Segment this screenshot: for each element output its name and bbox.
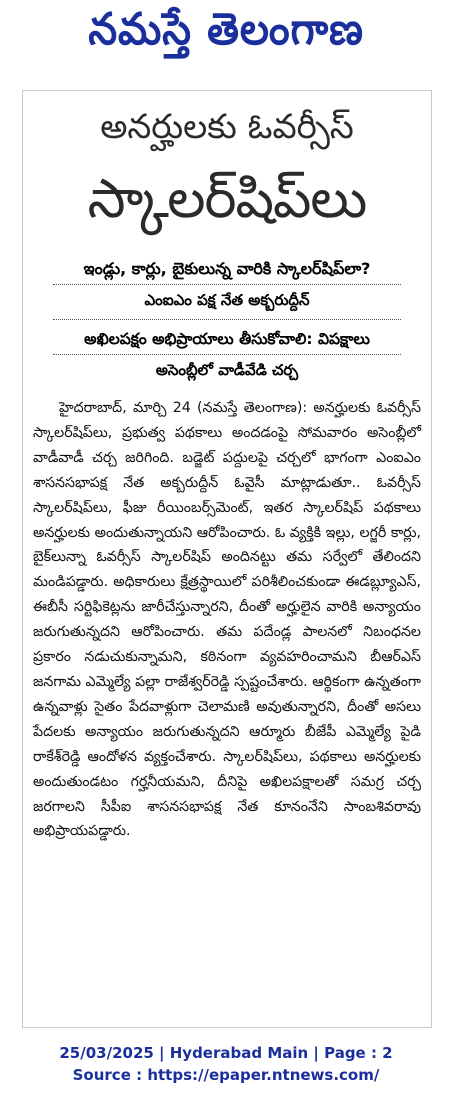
article-body: హైదరాబాద్, మార్చి 24 (నమస్తే తెలంగాణ): అనర్హులకు ఓవర్సీస్ స్కాలర్‌షిప్‌లు, ప్రభుత్వ పథకాలు అందడంపై సోమవారం అసెంబ్లీలో వాడీవాడీ చర్చ జరిగింది. బడ్జెట్ పద్దులపై చర్చలో భాగంగా ఎంఐఎం శాసనసభాపక్ష నేత అక్బరుద్దీన్ ఓవైసీ మాట్లాడుతూ.. ఓవర్సీస్ స్కాలర్‌షిప్‌లు, ఫీజు రీయింబర్స్‌మెంట్, ఇతర స్కాలర్‌షిప్ పథకాలు అనర్హులకు అందుతున్నాయని ఆరోపించారు. ఓ వ్యక్తికి ఇల్లు, లగ్జరీ కార్లు, బైక్‌లున్నా ఓవర్సీస్ స్కాలర్‌షిప్ అందినట్టు తమ సర్వేలో తేలిందని మండిపడ్డారు. అధికారులు క్షేత్రస్థాయిలో పరిశీలించకుండా ఈడబ్ల్యూఎస్, ఈబీసీ సర్టిఫికెట్లను జారీచేస్తున్నారని, దీంతో అర్హులైన వారికి అన్యాయం జరుగుతున్నదని ఆరోపించారు. తమ పదేండ్ల పాలనలో నిబంధనల ప్రకారం నడుచుకున్నామని, కఠినంగా వ్యవహరించామని బీఆర్‌ఎస్ జనగామ ఎమ్మెల్యే పల్లా రాజేశ్వర్‌రెడ్డి స్పష్టంచేశారు. ఆర్థికంగా ఉన్నతంగా ఉన్నవాళ్లు సైతం పేదవాళ్లుగా చెలామణి అవుతున్నారని, దీంతో అసలు పేదలకు అన్యాయం జరుగుతున్నదని ఆర్మూరు బీజేపీ ఎమ్మెల్యే పైడి రాకేశ్‌రెడ్డి ఆందోళన వ్యక్తంచేశారు. స్కాలర్‌షిప్‌లు, పథకాలు అనర్హులకు అందుతుండటం గర్హనీయమని, దీనిపై అఖిలపక్షాలతో సమగ్ర చర్చ జరగాలని సీపీఐ శాసనసభాపక్ష నేత కూనంనేని సాంబశివరావు అభిప్రాయపడ్డారు. [33,400,421,840]
masthead [0,0,452,70]
headline-line-2: స్కాలర్‌షిప్‌లు [87,167,367,230]
headline-line-1: అనర్హులకు ఓవర్సీస్ [100,107,354,147]
divider [53,354,401,355]
subhead-3: అఖిలపక్షం అభిప్రాయాలు తీసుకోవాలి: విపక్షాలు [84,330,370,348]
divider [53,284,401,285]
subhead-1: ఇండ్లు, కార్లు, బైకులున్న వారికి స్కాలర్‌షిప్‌లా? [83,259,371,278]
masthead-title: నమస్తే తెలంగాణ [88,4,364,55]
subhead-2: ఎంఐఎం పక్ష నేత అక్బరుద్దీన్ [144,291,310,309]
subhead-4: అసెంబ్లీలో వాడీవేడి చర్చ [155,361,299,379]
footer-date-edition: 25/03/2025 | Hyderabad Main | Page : 2 [59,1044,393,1062]
divider [53,319,401,320]
footer-source: Source : https://epaper.ntnews.com/ [72,1066,380,1084]
news-clipping [22,90,432,1028]
